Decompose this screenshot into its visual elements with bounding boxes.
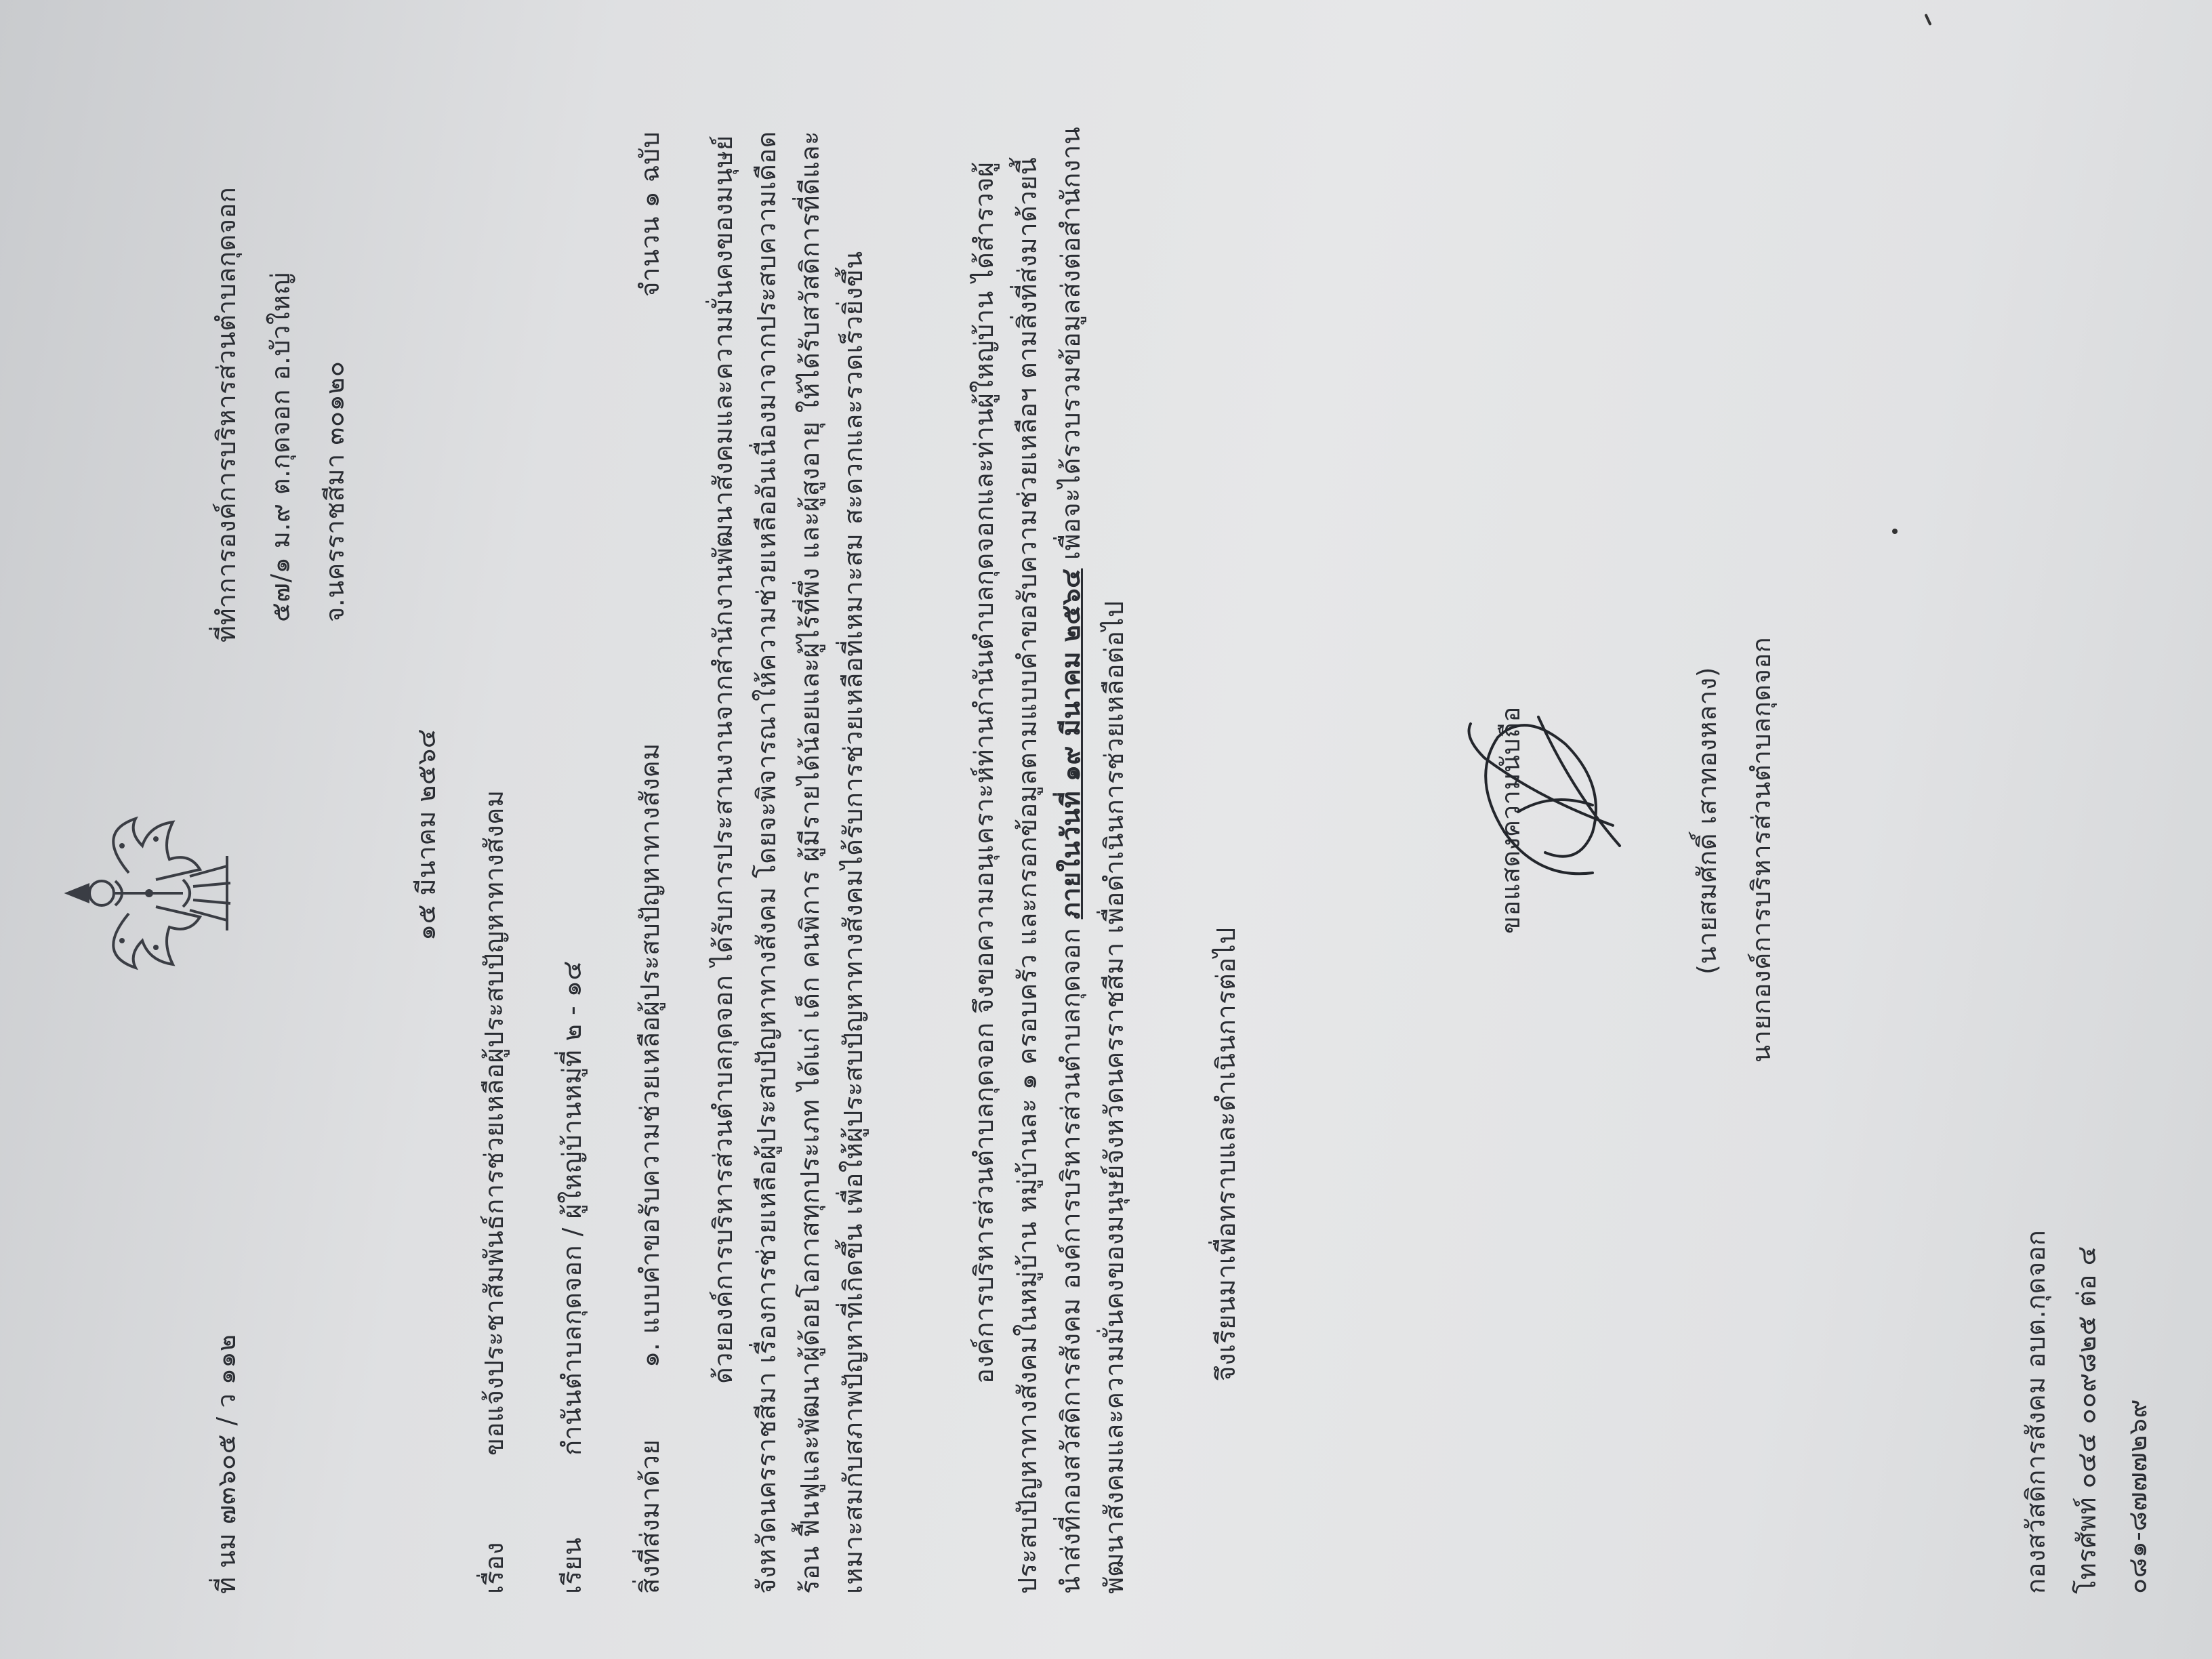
deadline-text: ภายในวันที่ ๑๙ มีนาคม ๒๕๖๔ [1056, 568, 1086, 920]
closing-request: จึงเรียนมาเพื่อทราบและดำเนินการต่อไป [1211, 927, 1241, 1381]
signer-name: (นายสมศักดิ์ เสาทองหลาง) [1692, 666, 1722, 975]
to-text: กำนันตำบลกุดจอก / ผู้ใหญ่บ้านหมู่ที่ ๒ - ๑๔ [557, 960, 587, 1456]
to-label: เรียน [557, 1537, 587, 1594]
signer-title: นายกองค์การบริหารส่วนตำบลกุดจอก [1746, 636, 1776, 1063]
paragraph-2-text-end: เพื่อจะได้รวบรวมข้อมูลส่งต่อสำนักงานพัฒนาสังคมและความมั่นคงของมนุษย์จังหวัดนครราชสีมา เพื่อดำเนินการช่วยเหลือต่อไป [1056, 126, 1129, 1594]
document-number: ที่ นม ๗๓๖๐๕ / ว ๑๑๒ [211, 1334, 241, 1594]
department-name: กองสวัสดิการสังคม อบต.กุดจอก [2021, 1229, 2051, 1594]
body-paragraph-2 [962, 117, 1136, 1594]
mobile-number: ๐๘๑-๘๗๗๗๒๖๙ [2123, 1399, 2152, 1594]
subject-text: ขอแจ้งประชาสัมพันธ์การช่วยเหลือผู้ประสบปัญหาทางสังคม [479, 790, 509, 1456]
subject-label: เรื่อง [479, 1542, 509, 1594]
phone-number: โทรศัพท์ ๐๔๔ ๐๐๙๘๒๕ ต่อ ๔ [2072, 1246, 2102, 1594]
garuda-emblem-icon [54, 805, 244, 981]
paragraph-2-text: องค์การบริหารส่วนตำบลกุดจอก จึงขอความอนุเคราะห์ท่านกำนันตำบลกุดจอกและท่านผู้ใหญ่บ้าน ได้สำรวจผู้ประสบปัญหาทางสังคมในหมู่บ้าน หมู่บ้านละ ๑ ครอบครัว และกรอกข้อมูลตามแบบคำขอรับความช่วยเหลือฯ ตามสิ่งที่ส่งมาด้วยนี้ นำส่งที่กองสวัสดิการสังคม องค์การบริหารส่วนตำบลกุดจอก [969, 157, 1086, 1594]
office-address-line1: ที่ทำการองค์การบริหารส่วนตำบลกุดจอก [211, 186, 241, 642]
office-address-line2: ๕๗/๑ ม.๙ ต.กุดจอก อ.บัวใหญ่ [266, 272, 295, 622]
attachment-item: ๑. แบบคำขอรับความช่วยเหลือผู้ประสบปัญหาทางสังคม [635, 743, 665, 1368]
handwritten-signature [1457, 703, 1626, 893]
ink-speck [1892, 529, 1898, 534]
body-paragraph-1: ด้วยองค์การบริหารส่วนตำบลกุดจอก ได้รับการประสานงานจากสำนักงานพัฒนาสังคมและความมั่นคงของมนุษย์จังหวัดนครราชสีมา เรื่องการช่วยเหลือผู้ประสบปัญหาทางสังคม โดยจะพิจารณาให้ความช่วยเหลืออันเนื่องมาจากประสบความเดือดร้อน ฟื้นฟูและพัฒนาผู้ด้อยโอกาสทุกประเภท ได้แก่ เด็ก คนพิการ ผู้มีรายได้น้อยและผู้ไร้ที่พึ่ง และผู้สูงอายุ ให้ได้รับสวัสดิการที่ดีและเหมาะสมกับสภาพปัญหาที่เกิดขึ้น เพื่อให้ผู้ประสบปัญหาทางสังคมได้รับการช่วยเหลือที่เหมาะสม สะดวกและรวดเร็วยิ่งขึ้น [708, 131, 868, 1594]
attachment-count: จำนวน ๑ ฉบับ [635, 131, 665, 297]
office-address-line3: จ.นครราชสีมา ๓๐๑๒๐ [320, 361, 350, 622]
attachment-label: สิ่งที่ส่งมาด้วย [635, 1439, 665, 1594]
letter-date: ๑๕ มีนาคม ๒๕๖๔ [411, 728, 441, 941]
salutation: ขอแสดงความนับถือ [1496, 706, 1525, 934]
